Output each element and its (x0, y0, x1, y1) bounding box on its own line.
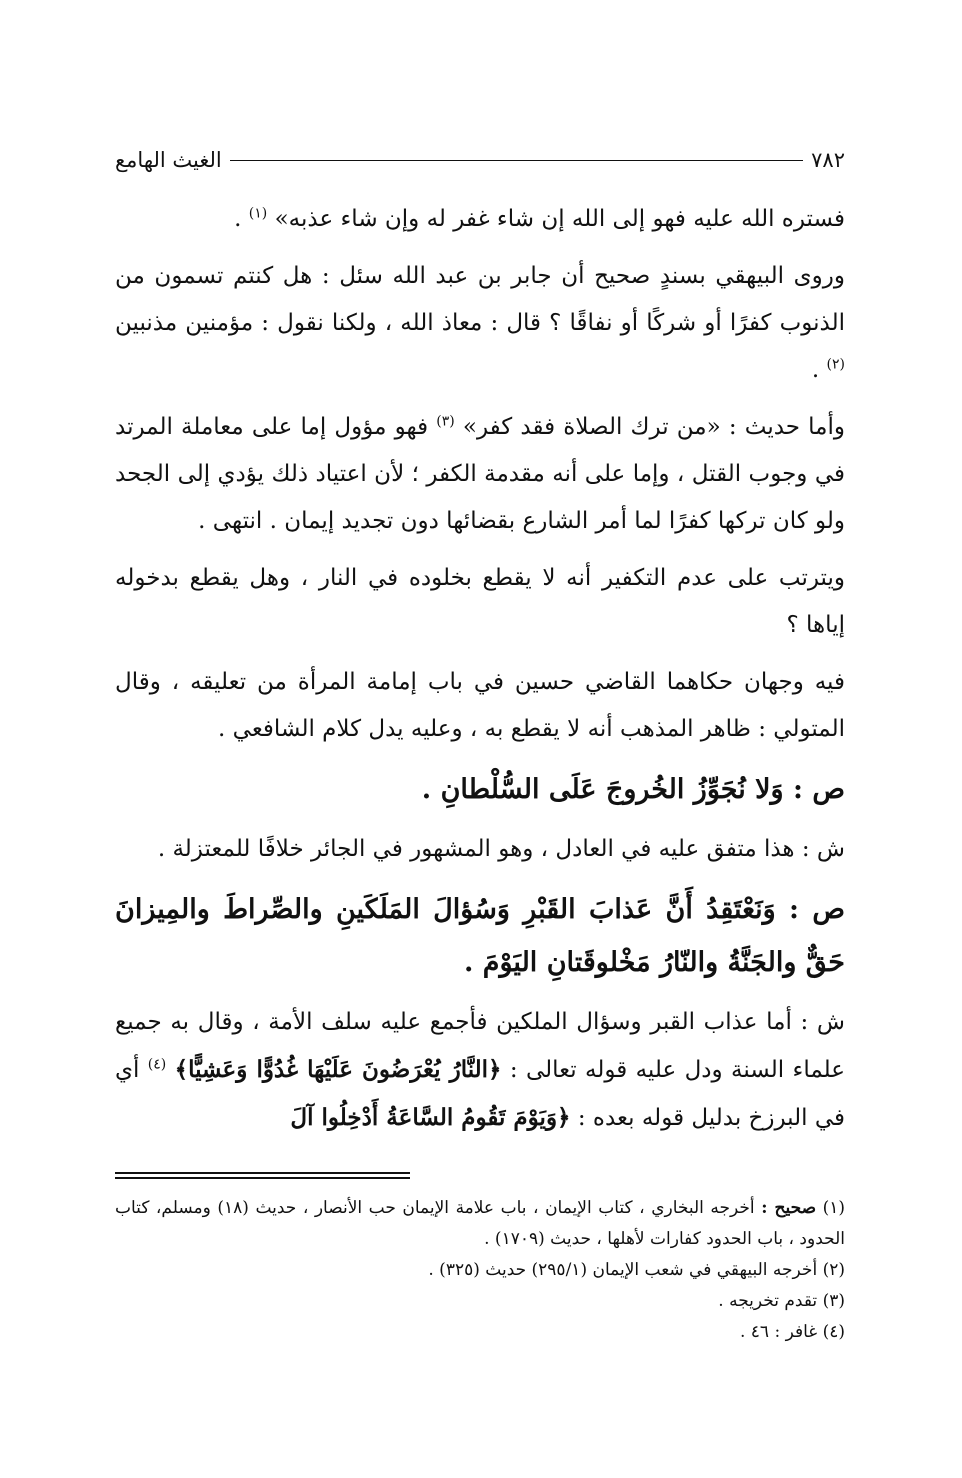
footnote-2-number: (٢) (822, 1260, 845, 1280)
paragraph-1 (115, 196, 845, 243)
footnote-ref-1[interactable]: (١) (248, 205, 268, 222)
footnote-separator (115, 1172, 410, 1179)
footnote-3-text: تقدم تخريجه . (718, 1291, 818, 1311)
paragraph-3 (115, 404, 845, 545)
footnote-1-number: (١) (822, 1198, 845, 1218)
header-rule (230, 160, 803, 161)
footnote-1 (115, 1193, 845, 1255)
paragraph-3-text-before: وأما حديث : «من ترك الصلاة فقد كفر» (462, 414, 845, 440)
paragraph-1-tail: . (234, 206, 249, 232)
matn-2: ص : وَنَعْتَقِدُ أَنَّ عَذابَ القَبْرِ وَسُؤالَ المَلَكَينِ والصِّراطَ والمِيزانَ حَقٌّ والجَنَّةُ والنّارُ مَخْلوقَتانِ اليَوْمَ . (115, 894, 845, 978)
paragraph-5: فيه وجهان حكاهما القاضي حسين في باب إمامة المرأة من تعليقه ، وقال المتولي : ظاهر المذهب أنه لا يقطع به ، وعليه يدل كلام الشافعي . (115, 669, 845, 742)
paragraph-4: ويترتب على عدم التكفير أنه لا يقطع بخلوده في النار ، وهل يقطع بدخوله إياها ؟ (115, 565, 845, 638)
footnote-4-number: (٤) (822, 1322, 845, 1342)
sharh-2-before: ش : أما عذاب القبر وسؤال الملكين فأجمع عليه سلف الأمة ، وقال به جميع علماء السنة ودل عليه قوله تعالى : (115, 1009, 845, 1083)
page-number: ٧٨٢ (811, 148, 845, 172)
running-header (115, 140, 845, 180)
quran-verse-2: ﴿وَيَوْمَ تَقُومُ السَّاعَةُ أَدْخِلُوا آلَ (290, 1104, 571, 1131)
quran-verse-1: ﴿النَّارُ يُعْرَضُونَ عَلَيْهَا غُدُوًّا وَعَشِيًّا﴾ (174, 1056, 502, 1083)
footnote-1-text: أخرجه البخاري ، كتاب الإيمان ، باب علامة الإيمان حب الأنصار ، حديث (١٨) ومسلم، كتاب الحدود ، باب الحدود كفارات لأهلها ، حديث (١٧٠٩) . (115, 1198, 845, 1249)
sharh-2-middle: أي في البرزخ بدليل قوله بعده : (115, 1057, 845, 1131)
sharh-2 (115, 999, 845, 1142)
footnote-2-text: أخرجه البيهقي في شعب الإيمان (٢٩٥/١) حديث (٣٢٥) . (428, 1260, 818, 1280)
matn-1: ص : وَلا نُجَوِّزُ الخُروجَ عَلَى السُّلْطانِ . (421, 774, 845, 805)
footnote-2 (115, 1255, 845, 1286)
paragraph-3-text-after: فهو مؤول إما على معاملة المرتد في وجوب القتل ، وإما على أنه مقدمة الكفر ؛ لأن اعتياد ذلك يؤدي إلى الجحد ولو كان تركها كفرًا لما أمر الشارع بقضائها دون تجديد إيمان . انتهى . (115, 414, 845, 534)
paragraph-2-tail: . (811, 357, 827, 383)
footnote-4-text: غافر : ٤٦ . (739, 1322, 818, 1342)
footnote-ref-4[interactable]: (٤) (147, 1056, 167, 1073)
book-page (115, 140, 845, 1348)
footnotes (115, 1193, 845, 1348)
footnote-3-number: (٣) (822, 1291, 845, 1311)
paragraph-2-text: وروى البيهقي بسندٍ صحيح أن جابر بن عبد الله سئل : هل كنتم تسمون من الذنوب كفرًا أو شركًا أو نفاقًا ؟ قال : معاذ الله ، ولكنا نقول : مؤمنين مذنبين (115, 263, 845, 336)
paragraph-1-text: فستره الله عليه فهو إلى الله إن شاء غفر له وإن شاء عذبه» (274, 206, 845, 232)
paragraph-2 (115, 253, 845, 394)
footnote-4 (115, 1317, 845, 1348)
footnote-ref-2[interactable]: (٢) (826, 356, 845, 373)
body-text (115, 196, 845, 1142)
footnote-ref-3[interactable]: (٣) (436, 413, 455, 430)
footnote-3 (115, 1286, 845, 1317)
sharh-1: ش : هذا متفق عليه في العادل ، وهو المشهور في الجائر خلافًا للمعتزلة . (157, 836, 845, 862)
book-title: الغيث الهامع (115, 148, 222, 172)
footnote-1-label: صحيح : (761, 1198, 817, 1218)
